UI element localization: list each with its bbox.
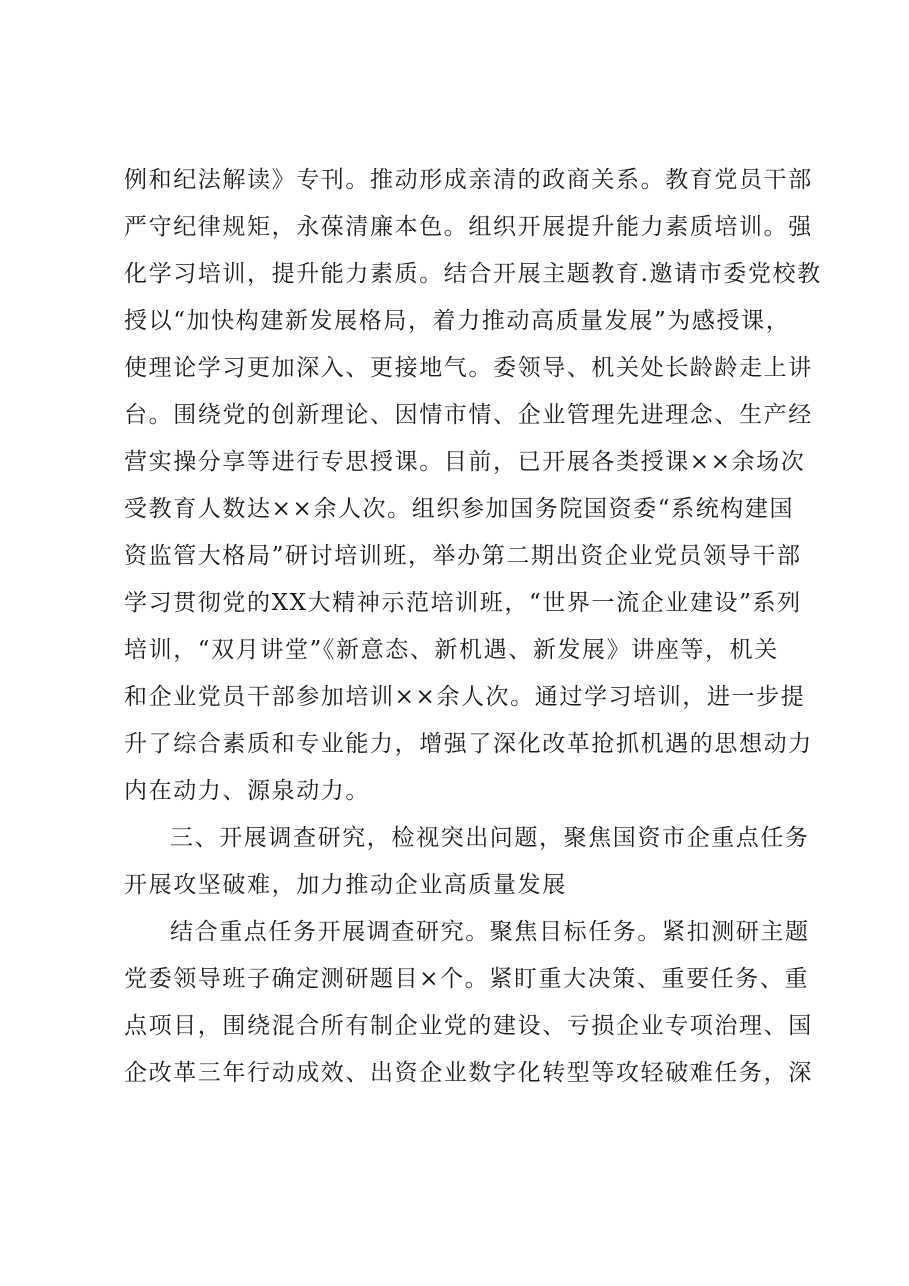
text-line: 使理论学习更加深入、更接地气。委领导、机关处长龄龄走上讲 — [124, 355, 813, 381]
section-heading-line: 开展攻坚破难，加力推动企业高质量发展 — [124, 872, 567, 898]
text-line: 企改革三年行动成效、出资企业数字化转型等攻轻破难任务，深 — [124, 1060, 813, 1086]
text-line: 学习贯彻党的XX大精神示范培训班，“世界一流企业建设”系列 — [124, 590, 802, 616]
text-line: 例和纪法解读》专刊。推动形成亲清的政商关系。教育党员干部 — [124, 167, 813, 193]
text-line: 党委领导班子确定测研题目×个。紧盯重大决策、重要任务、重 — [124, 966, 810, 992]
text-line: 资监管大格局”研讨培训班，举办第二期出资企业党员领导干部 — [124, 543, 802, 569]
text-line: 培训，“双月讲堂”《新意态、新机遇、新发展》讲座等，机关 — [124, 637, 779, 663]
text-line: 化学习培训，提升能力素质。结合开展主题教育.邀请市委党校教 — [124, 261, 822, 287]
text-line: 台。围绕党的创新理论、因情市情、企业管理先进理念、生产经 — [124, 402, 813, 428]
text-line: 受教育人数达××余人次。组织参加国务院国资委“系统构建国 — [124, 496, 795, 522]
text-line: 严守纪律规矩，永葆清廉本色。组织开展提升能力素质培训。强 — [124, 214, 813, 240]
text-line: 营实操分享等进行专思授课。目前，已开展各类授课××余场次 — [124, 449, 806, 475]
text-line: 内在动力、源泉动力。 — [124, 778, 370, 804]
text-line: 点项目，围绕混合所有制企业党的建设、亏损企业专项治理、国 — [124, 1013, 813, 1039]
text-line: 升了综合素质和专业能力，增强了深化改革抢抓机遇的思想动力 — [124, 731, 813, 757]
text-line: 和企业党员干部参加培训××余人次。通过学习培训，进一步提 — [124, 684, 806, 710]
text-line: 授以“加快构建新发展格局，着力推动高质量发展”为感授课， — [124, 308, 791, 334]
text-line: 结合重点任务开展调查研究。聚焦目标任务。紧扣测研主题 — [170, 919, 810, 945]
section-heading-line: 三、开展调查研究，检视突出问题，聚焦国资市企重点任务 — [170, 825, 810, 851]
